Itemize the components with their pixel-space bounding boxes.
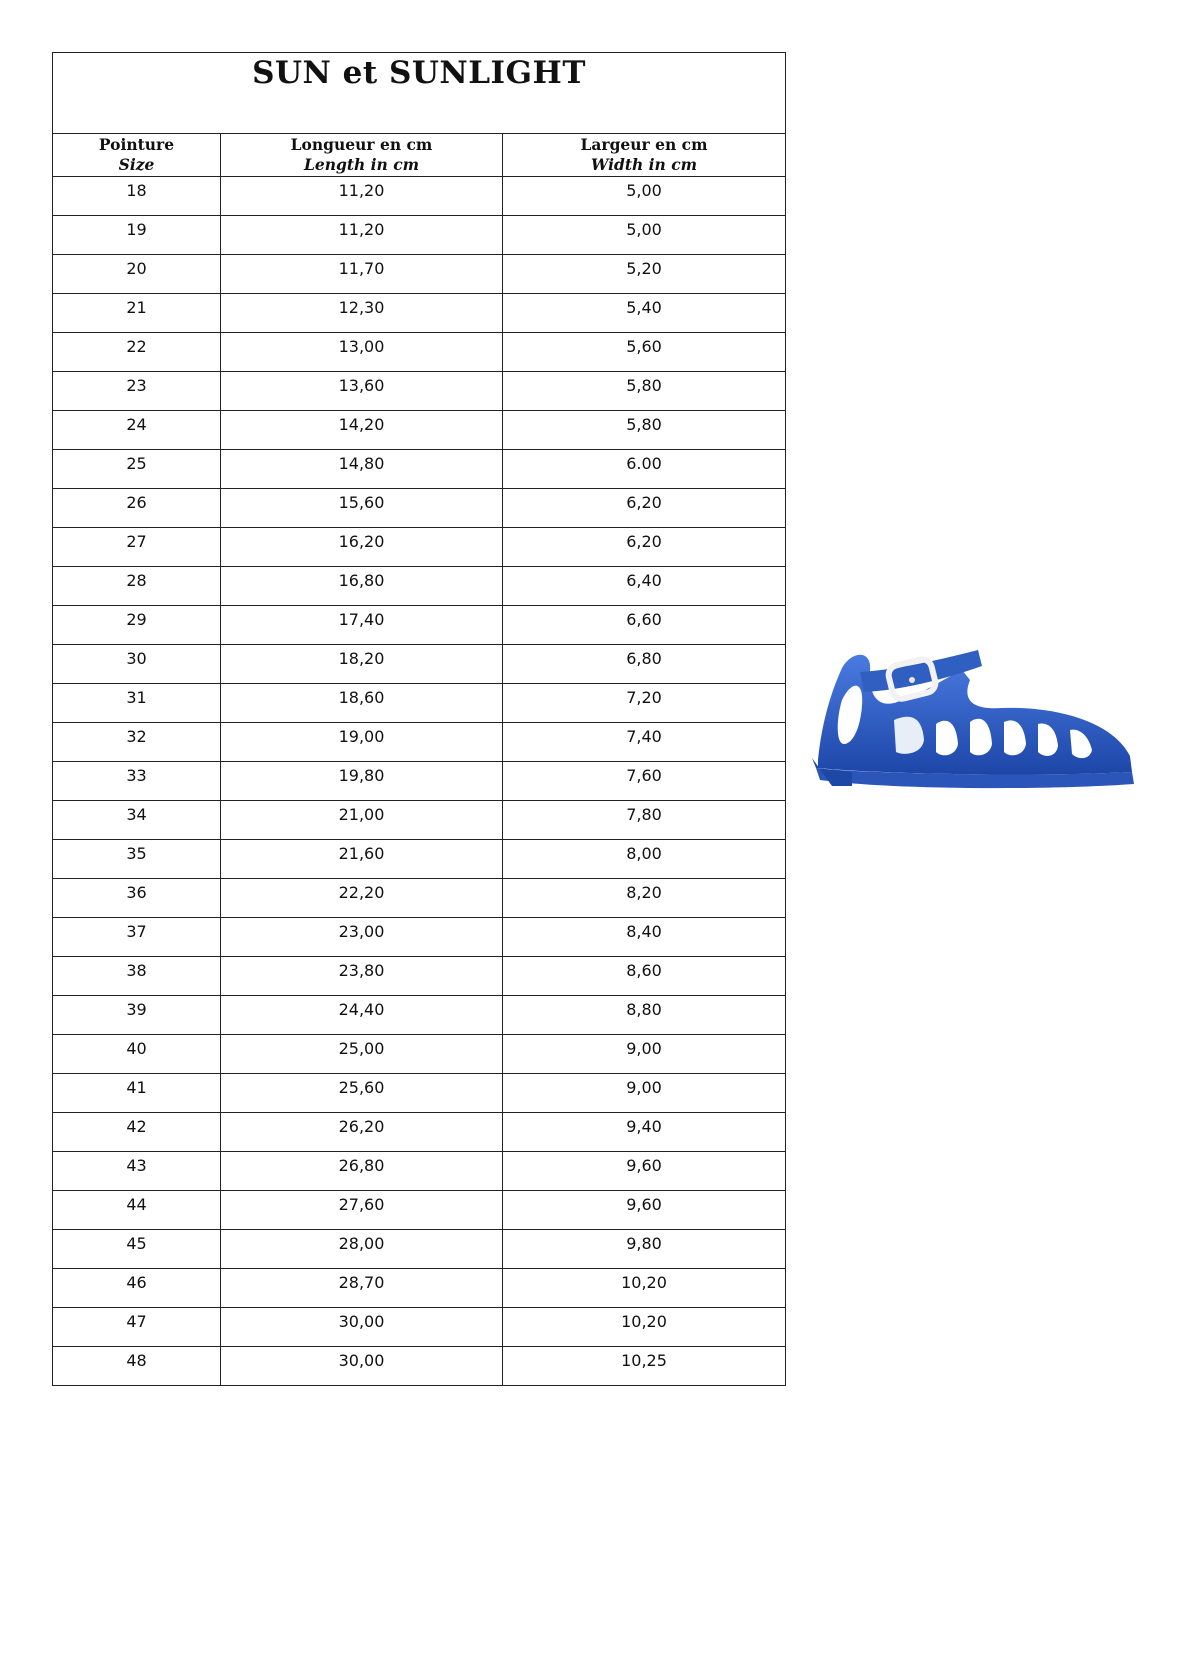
header-width <box>503 134 786 177</box>
cell-width-value: 9,40 <box>626 1117 662 1136</box>
cell-width-value: 8,20 <box>626 883 662 902</box>
cell-length-value: 26,80 <box>338 1156 385 1175</box>
cell-width-value: 5,80 <box>626 415 662 434</box>
cell-size-value: 44 <box>126 1195 147 1214</box>
cell-size <box>53 840 221 879</box>
cell-width <box>503 333 786 372</box>
cell-size-value: 47 <box>126 1312 147 1331</box>
table-row <box>53 684 786 723</box>
table-row <box>53 1191 786 1230</box>
cell-length-value: 14,80 <box>338 454 385 473</box>
cell-size <box>53 177 221 216</box>
cell-width-value: 5,00 <box>626 181 662 200</box>
cell-size <box>53 1308 221 1347</box>
cell-size-value: 34 <box>126 805 147 824</box>
header-size-fr: Pointure <box>98 135 175 154</box>
cell-length <box>221 645 503 684</box>
table-row <box>53 177 786 216</box>
table-row <box>53 1347 786 1386</box>
cell-length-value: 21,00 <box>338 805 385 824</box>
table-row <box>53 957 786 996</box>
table-row <box>53 489 786 528</box>
cell-length-value: 22,20 <box>338 883 385 902</box>
cell-length-value: 26,20 <box>338 1117 385 1136</box>
table-row <box>53 528 786 567</box>
cell-size-value: 41 <box>126 1078 147 1097</box>
cell-width <box>503 1230 786 1269</box>
cell-width-value: 9,60 <box>626 1195 662 1214</box>
cell-width <box>503 957 786 996</box>
cell-width-value: 7,80 <box>626 805 662 824</box>
cell-size-value: 31 <box>126 688 147 707</box>
cell-length-value: 28,00 <box>338 1234 385 1253</box>
cell-size <box>53 1074 221 1113</box>
cell-length-value: 27,60 <box>338 1195 385 1214</box>
cell-width-value: 9,00 <box>626 1078 662 1097</box>
cell-width-value: 10,25 <box>621 1351 667 1370</box>
cell-width-value: 5,80 <box>626 376 662 395</box>
cell-length-value: 25,60 <box>338 1078 385 1097</box>
cell-width-value: 5,40 <box>626 298 662 317</box>
cell-size <box>53 1113 221 1152</box>
table-row <box>53 1074 786 1113</box>
header-width-fr: Largeur en cm <box>580 135 708 154</box>
cell-size-value: 35 <box>126 844 147 863</box>
cell-width-value: 9,00 <box>626 1039 662 1058</box>
cell-length-value: 11,20 <box>338 181 385 200</box>
cell-width <box>503 489 786 528</box>
cell-width-value: 5,00 <box>626 220 662 239</box>
header-size <box>53 134 221 177</box>
cell-size-value: 20 <box>126 259 147 278</box>
cell-length-value: 13,00 <box>338 337 385 356</box>
cell-size-value: 32 <box>126 727 147 746</box>
size-chart-table <box>52 52 786 1386</box>
cell-size <box>53 1152 221 1191</box>
cell-length <box>221 918 503 957</box>
cell-width-value: 10,20 <box>621 1273 667 1292</box>
cell-width-value: 6,40 <box>626 571 662 590</box>
cell-length <box>221 1074 503 1113</box>
cell-width-value: 9,60 <box>626 1156 662 1175</box>
cell-length <box>221 255 503 294</box>
cell-size-value: 36 <box>126 883 147 902</box>
table-row <box>53 1113 786 1152</box>
cell-length <box>221 216 503 255</box>
cell-length-value: 12,30 <box>338 298 385 317</box>
cell-length-value: 19,00 <box>338 727 385 746</box>
cell-length <box>221 1152 503 1191</box>
cell-size-value: 18 <box>126 181 147 200</box>
table-row <box>53 372 786 411</box>
cell-length <box>221 684 503 723</box>
cell-length-value: 17,40 <box>338 610 385 629</box>
cell-length <box>221 1347 503 1386</box>
cell-width <box>503 450 786 489</box>
cell-length <box>221 606 503 645</box>
cell-size-value: 27 <box>126 532 147 551</box>
cell-size-value: 19 <box>126 220 147 239</box>
table-row <box>53 723 786 762</box>
cell-size-value: 46 <box>126 1273 147 1292</box>
table-title: SUN et SUNLIGHT <box>53 53 786 134</box>
cell-length <box>221 1269 503 1308</box>
cell-length-value: 18,20 <box>338 649 385 668</box>
header-length-en: Length in cm <box>303 155 420 174</box>
cell-length-value: 23,80 <box>338 961 385 980</box>
cell-length <box>221 840 503 879</box>
header-width-en: Width in cm <box>590 155 698 174</box>
cell-size <box>53 1230 221 1269</box>
cell-length <box>221 177 503 216</box>
cell-width <box>503 645 786 684</box>
cell-length-value: 28,70 <box>338 1273 385 1292</box>
cell-length-value: 13,60 <box>338 376 385 395</box>
header-row <box>53 134 786 177</box>
sandal-image <box>812 640 1148 800</box>
cell-length <box>221 957 503 996</box>
cell-length-value: 15,60 <box>338 493 385 512</box>
cell-width-value: 7,20 <box>626 688 662 707</box>
cell-size-value: 29 <box>126 610 147 629</box>
cell-length <box>221 450 503 489</box>
cell-size <box>53 294 221 333</box>
cell-width <box>503 879 786 918</box>
header-size-en: Size <box>118 155 155 174</box>
header-length <box>221 134 503 177</box>
cell-width <box>503 372 786 411</box>
cell-width-value: 6,20 <box>626 493 662 512</box>
cell-size <box>53 489 221 528</box>
cell-length-value: 11,70 <box>338 259 385 278</box>
table-row <box>53 1152 786 1191</box>
cell-width <box>503 1074 786 1113</box>
cell-size-value: 39 <box>126 1000 147 1019</box>
cell-size-value: 42 <box>126 1117 147 1136</box>
cell-size <box>53 450 221 489</box>
table-row <box>53 840 786 879</box>
cell-width <box>503 255 786 294</box>
table-row <box>53 996 786 1035</box>
table-row <box>53 255 786 294</box>
cell-size-value: 25 <box>126 454 147 473</box>
cell-size <box>53 801 221 840</box>
cell-length <box>221 1230 503 1269</box>
cell-size <box>53 567 221 606</box>
cell-length <box>221 879 503 918</box>
cell-length <box>221 294 503 333</box>
cell-width <box>503 1113 786 1152</box>
cell-length <box>221 567 503 606</box>
cell-size-value: 38 <box>126 961 147 980</box>
cell-size <box>53 1035 221 1074</box>
cell-width <box>503 528 786 567</box>
table-row <box>53 450 786 489</box>
cell-width <box>503 918 786 957</box>
cell-size <box>53 528 221 567</box>
cell-width-value: 8,40 <box>626 922 662 941</box>
cell-length <box>221 762 503 801</box>
cell-width-value: 9,80 <box>626 1234 662 1253</box>
table-row <box>53 606 786 645</box>
cell-size <box>53 606 221 645</box>
cell-length <box>221 1113 503 1152</box>
cell-size <box>53 255 221 294</box>
cell-length-value: 16,80 <box>338 571 385 590</box>
cell-size <box>53 723 221 762</box>
table-row <box>53 567 786 606</box>
cell-width-value: 10,20 <box>621 1312 667 1331</box>
cell-length <box>221 333 503 372</box>
cell-width <box>503 177 786 216</box>
table-row <box>53 1230 786 1269</box>
cell-size <box>53 879 221 918</box>
cell-size-value: 45 <box>126 1234 147 1253</box>
cell-width <box>503 840 786 879</box>
cell-size-value: 40 <box>126 1039 147 1058</box>
table-row <box>53 1308 786 1347</box>
cell-length <box>221 1308 503 1347</box>
cell-width-value: 6,60 <box>626 610 662 629</box>
cell-length <box>221 801 503 840</box>
cell-width-value: 6,80 <box>626 649 662 668</box>
table-row <box>53 918 786 957</box>
cell-width <box>503 1191 786 1230</box>
cell-length <box>221 1191 503 1230</box>
cell-length-value: 19,80 <box>338 766 385 785</box>
table-row <box>53 645 786 684</box>
cell-width <box>503 294 786 333</box>
cell-width <box>503 1308 786 1347</box>
table-row <box>53 762 786 801</box>
cell-width-value: 8,80 <box>626 1000 662 1019</box>
cell-size-value: 33 <box>126 766 147 785</box>
cell-width <box>503 684 786 723</box>
cell-width <box>503 762 786 801</box>
table-row <box>53 294 786 333</box>
cell-length-value: 18,60 <box>338 688 385 707</box>
cell-width-value: 8,60 <box>626 961 662 980</box>
cell-width <box>503 801 786 840</box>
cell-length <box>221 372 503 411</box>
cell-length-value: 25,00 <box>338 1039 385 1058</box>
cell-width-value: 7,40 <box>626 727 662 746</box>
cell-length-value: 14,20 <box>338 415 385 434</box>
cell-size-value: 24 <box>126 415 147 434</box>
cell-length-value: 24,40 <box>338 1000 385 1019</box>
cell-width <box>503 411 786 450</box>
cell-width <box>503 723 786 762</box>
cell-width-value: 5,60 <box>626 337 662 356</box>
cell-size-value: 28 <box>126 571 147 590</box>
cell-width <box>503 1269 786 1308</box>
cell-size-value: 37 <box>126 922 147 941</box>
cell-length <box>221 411 503 450</box>
cell-length <box>221 489 503 528</box>
cell-size <box>53 1269 221 1308</box>
cell-width <box>503 216 786 255</box>
header-length-fr: Longueur en cm <box>290 135 433 154</box>
cell-width <box>503 567 786 606</box>
table-row <box>53 879 786 918</box>
cell-width <box>503 1347 786 1386</box>
table-body <box>53 177 786 1386</box>
cell-length <box>221 1035 503 1074</box>
table-row <box>53 411 786 450</box>
cell-width <box>503 606 786 645</box>
cell-width-value: 5,20 <box>626 259 662 278</box>
cell-width-value: 7,60 <box>626 766 662 785</box>
cell-width-value: 6.00 <box>626 454 662 473</box>
cell-width <box>503 996 786 1035</box>
cell-size <box>53 684 221 723</box>
cell-size-value: 26 <box>126 493 147 512</box>
cell-size-value: 48 <box>126 1351 147 1370</box>
cell-size <box>53 1347 221 1386</box>
cell-size-value: 22 <box>126 337 147 356</box>
cell-size <box>53 957 221 996</box>
cell-size-value: 30 <box>126 649 147 668</box>
table-row <box>53 216 786 255</box>
cell-size <box>53 333 221 372</box>
table-row <box>53 1269 786 1308</box>
cell-size <box>53 1191 221 1230</box>
cell-size <box>53 372 221 411</box>
cell-size-value: 23 <box>126 376 147 395</box>
cell-length-value: 16,20 <box>338 532 385 551</box>
cell-length <box>221 528 503 567</box>
cell-length-value: 11,20 <box>338 220 385 239</box>
cell-width <box>503 1035 786 1074</box>
cell-size <box>53 411 221 450</box>
cell-size <box>53 216 221 255</box>
cell-width-value: 6,20 <box>626 532 662 551</box>
cell-size <box>53 996 221 1035</box>
table-row <box>53 1035 786 1074</box>
cell-size-value: 21 <box>126 298 147 317</box>
cell-length-value: 30,00 <box>338 1312 385 1331</box>
cell-size-value: 43 <box>126 1156 147 1175</box>
cell-length-value: 21,60 <box>338 844 385 863</box>
cell-length-value: 23,00 <box>338 922 385 941</box>
cell-width-value: 8,00 <box>626 844 662 863</box>
cell-size <box>53 762 221 801</box>
table-row <box>53 333 786 372</box>
cell-width <box>503 1152 786 1191</box>
table-row <box>53 801 786 840</box>
cell-size <box>53 918 221 957</box>
cell-length <box>221 723 503 762</box>
cell-size <box>53 645 221 684</box>
cell-length-value: 30,00 <box>338 1351 385 1370</box>
cell-length <box>221 996 503 1035</box>
